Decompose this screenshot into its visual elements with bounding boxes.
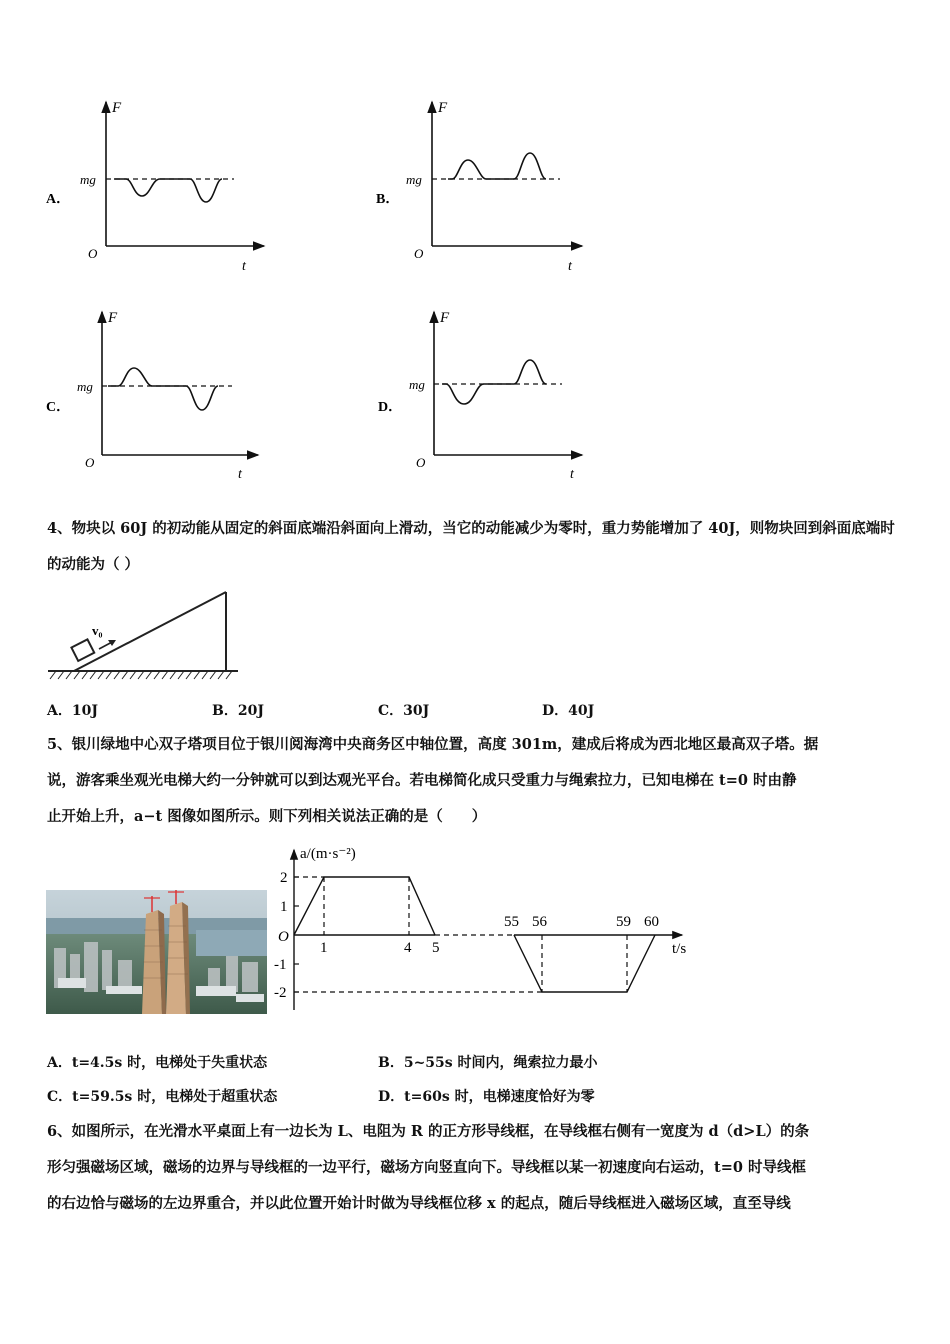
at-origin: O	[278, 929, 289, 945]
at-xtick-59: 59	[616, 914, 631, 930]
q6-line1: 6、如图所示，在光滑水平桌面上有一边长为 L、电阻为 R 的正方形导线框，在导线框右侧有一宽度为 d（d>L）的条	[47, 1123, 810, 1140]
at-xtick-1: 1	[320, 940, 328, 956]
option-a-label: A．	[46, 192, 71, 207]
option-c-label: C．	[46, 400, 71, 415]
q4-option-c[interactable]: C．30J	[378, 703, 430, 719]
q5-line1: 5、银川绿地中心双子塔项目位于银川阅海湾中央商务区中轴位置，高度 301m，建成后将成为西北地区最高双子塔。据	[47, 736, 819, 753]
a-t-graph	[270, 840, 700, 1020]
at-ylabel: a/(m·s⁻²)	[300, 846, 356, 862]
mg-label: mg	[80, 172, 96, 187]
q6-line2: 形匀强磁场区域，磁场的边界与导线框的一边平行，磁场方向竖直向下。导线框以某一初速度向右运动，t=0 时导线框	[47, 1159, 806, 1176]
incline-diagram	[44, 585, 244, 685]
axis-f-label: F	[440, 310, 450, 326]
option-d-label: D．	[378, 400, 403, 415]
at-xtick-55: 55	[504, 914, 519, 930]
axis-t-label: t	[238, 467, 242, 482]
origin-label: O	[414, 246, 424, 261]
q4-option-b[interactable]: B．20J	[212, 703, 264, 719]
axis-t-label: t	[242, 259, 246, 274]
graph-d	[409, 310, 582, 482]
axis-t-label: t	[568, 259, 572, 274]
graph-c	[77, 310, 258, 482]
q5-option-d[interactable]: D．t=60s 时，电梯速度恰好为零	[378, 1089, 595, 1105]
mg-label: mg	[406, 172, 422, 187]
at-ytick-neg1: -1	[274, 957, 287, 973]
at-xlabel: t/s	[672, 941, 687, 957]
at-ytick-neg2: -2	[274, 985, 287, 1001]
at-ytick-1: 1	[280, 899, 288, 915]
q5-option-a[interactable]: A．t=4.5s 时，电梯处于失重状态	[47, 1055, 268, 1071]
q5-line2: 说，游客乘坐观光电梯大约一分钟就可以到达观光平台。若电梯简化成只受重力与绳索拉力，已知电梯在 t=0 时由静	[47, 772, 797, 789]
q4-option-d[interactable]: D．40J	[542, 703, 595, 719]
q6-line3: 的右边恰与磁场的左边界重合，并以此位置开始计时做为导线框位移 x 的起点，随后导线框进入磁场区域，直至导线	[47, 1195, 791, 1212]
mg-label: mg	[409, 377, 425, 392]
axis-f-label: F	[112, 100, 122, 116]
at-xtick-5: 5	[432, 940, 440, 956]
at-curve-positive	[294, 877, 435, 935]
mg-label: mg	[77, 379, 93, 394]
q5-option-b[interactable]: B．5~55s 时间内，绳索拉力最小	[378, 1055, 598, 1071]
q4-option-a[interactable]: A．10J	[47, 703, 98, 719]
q4-text: 4、物块以 60J 的初动能从固定的斜面底端沿斜面向上滑动，当它的动能减少为零时，重力势能增加了 40J，则物块回到斜面底端时的动能为（ ）	[47, 520, 895, 573]
option-b-label: B．	[376, 192, 400, 207]
at-curve-negative	[514, 935, 655, 992]
at-xtick-56: 56	[532, 914, 547, 930]
origin-label: O	[88, 246, 98, 261]
q5-line3: 止开始上升，a−t 图像如图所示。则下列相关说法正确的是（ ）	[47, 808, 487, 825]
origin-label: O	[416, 455, 426, 470]
axis-f-label: F	[438, 100, 448, 116]
axis-f-label: F	[108, 310, 118, 326]
graph-a	[80, 100, 264, 274]
f-t-graphs	[0, 90, 950, 490]
at-xtick-4: 4	[404, 940, 412, 956]
at-xtick-60: 60	[644, 914, 659, 930]
axis-t-label: t	[570, 467, 574, 482]
q5-option-c[interactable]: C．t=59.5s 时，电梯处于超重状态	[47, 1089, 278, 1105]
v0-label: v₀	[92, 623, 103, 638]
at-ytick-2: 2	[280, 870, 288, 886]
graph-b	[406, 100, 582, 274]
origin-label: O	[85, 455, 95, 470]
twin-towers-photo	[46, 890, 267, 1014]
